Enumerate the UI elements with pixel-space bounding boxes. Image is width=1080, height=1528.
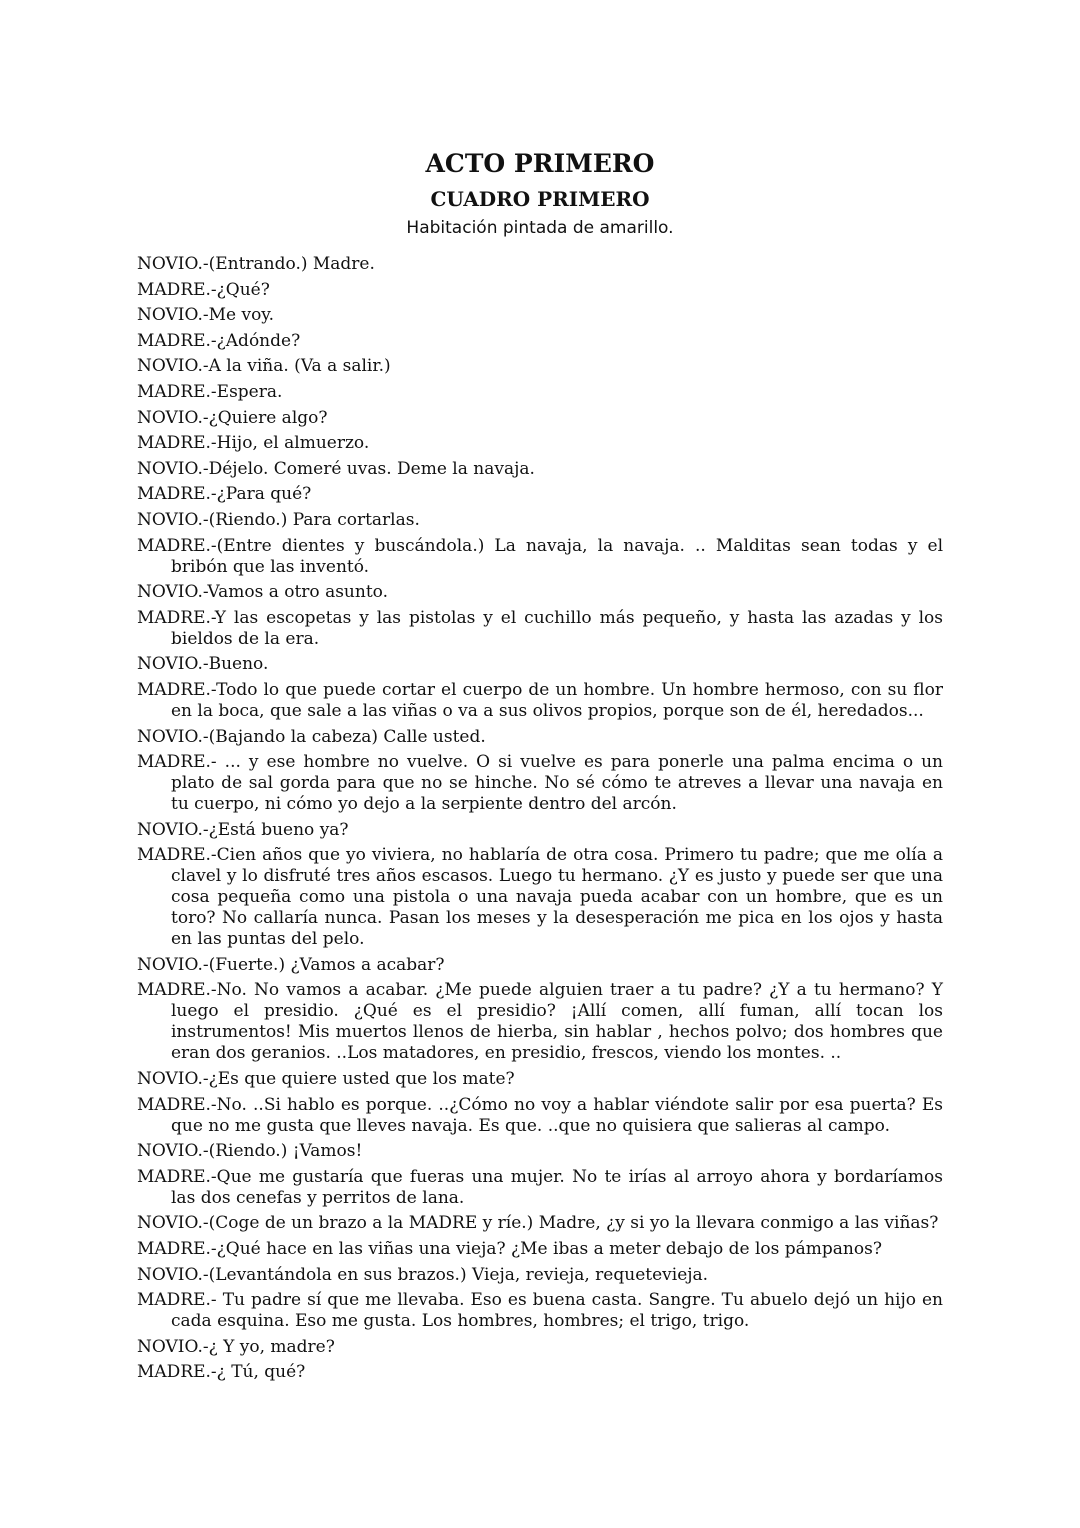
dialogue-line: MADRE.-No. ..Si hablo es porque. ..¿Cómo no voy a hablar viéndote salir por esa puerta? Es que no me gusta que lleves navaja. Es que. ..que no quisiera que salieras al campo. [137,1094,943,1136]
dialogue-line: NOVIO.-Bueno. [137,654,269,675]
dialogue-line: NOVIO.-Vamos a otro asunto. [137,582,388,603]
dialogue-line: NOVIO.-(Riendo.) ¡Vamos! [137,1141,363,1162]
dialogue-line: NOVIO.-(Bajando la cabeza) Calle usted. [137,726,486,747]
dialogue-line: MADRE.-Cien años que yo viviera, no hablaría de otra cosa. Primero tu padre; que me olía a clavel y lo disfruté tres años escasos. Luego tu hermano. ¿Y es justo y puede ser que una cosa pequeña como una pistola o una navaja pueda acabar con un hombre, que es un toro? No callaría nunca. Pasan los meses y la desesperación me pica en los ojos y hasta en las puntas del pelo. [137,845,943,950]
dialogue-line: NOVIO.-¿Quiere algo? [137,407,328,428]
dialogue-line: MADRE.-¿Para qué? [137,484,312,505]
dialogue-line: MADRE.-¿ Tú, qué? [137,1362,306,1383]
dialogue-line: NOVIO.-Déjelo. Comeré uvas. Deme la navaja. [137,458,535,479]
dialogue-body [137,254,943,1388]
scene-title: CUADRO PRIMERO [430,187,650,211]
act-title: ACTO PRIMERO [425,149,655,178]
dialogue-line: MADRE.-No. No vamos a acabar. ¿Me puede alguien traer a tu padre? ¿Y a tu hermano? Y luego el presidio. ¿Qué es el presidio? ¡Allí comen, allí fuman, allí tocan los instrumentos! Mis muertos llenos de hierba, sin hablar , hechos polvo; dos hombres que eran dos geranios. ..Los matadores, en presidio, frescos, viendo los montes. .. [137,980,943,1064]
dialogue-line: MADRE.-Todo lo que puede cortar el cuerpo de un hombre. Un hombre hermoso, con su flor en la boca, que sale a las viñas o va a sus olivos propios, porque son de él, heredados... [137,679,943,721]
dialogue-line: NOVIO.-(Fuerte.) ¿Vamos a acabar? [137,954,445,975]
dialogue-line: MADRE.- Tu padre sí que me llevaba. Eso es buena casta. Sangre. Tu abuelo dejó un hijo en cada esquina. Eso me gusta. Los hombres, hombres; el trigo, trigo. [137,1290,943,1332]
dialogue-line: MADRE.-¿Qué hace en las viñas una vieja? ¿Me ibas a meter debajo de los pámpanos? [137,1239,882,1260]
dialogue-line: MADRE.-(Entre dientes y buscándola.) La navaja, la navaja. .. Malditas sean todas y el bribón que las inventó. [137,535,943,577]
dialogue-line: NOVIO.-A la viña. (Va a salir.) [137,356,391,377]
dialogue-line: NOVIO.-(Levantándola en sus brazos.) Vieja, revieja, requetevieja. [137,1264,709,1285]
dialogue-line: NOVIO.-(Entrando.) Madre. [137,254,375,274]
dialogue-line: NOVIO.-Me voy. [137,305,275,326]
stage-direction: Habitación pintada de amarillo. [406,218,674,238]
dialogue-line: MADRE.-¿Adónde? [137,330,301,351]
dialogue-line: MADRE.-¿Qué? [137,279,270,300]
dialogue-line: MADRE.-Y las escopetas y las pistolas y el cuchillo más pequeño, y hasta las azadas y los bieldos de la era. [137,607,943,649]
dialogue-line: NOVIO.-¿ Y yo, madre? [137,1336,335,1357]
dialogue-line: MADRE.-Espera. [137,381,283,402]
dialogue-line: NOVIO.-(Coge de un brazo a la MADRE y ríe.) Madre, ¿y si yo la llevara conmigo a las viñas? [137,1213,939,1234]
dialogue-line: MADRE.-Que me gustaría que fueras una mujer. No te irías al arroyo ahora y bordaríamos las dos cenefas y perritos de lana. [137,1166,943,1208]
dialogue-line: NOVIO.-¿Es que quiere usted que los mate? [137,1069,515,1090]
dialogue-line: MADRE.- ... y ese hombre no vuelve. O si vuelve es para ponerle una palma encima o un plato de sal gorda para que no se hinche. No sé cómo te atreves a llevar una navaja en tu cuerpo, ni cómo yo dejo a la serpiente dentro del arcón. [137,752,943,815]
dialogue-line: MADRE.-Hijo, el almuerzo. [137,433,370,454]
dialogue-line: NOVIO.-(Riendo.) Para cortarlas. [137,509,420,530]
dialogue-line: NOVIO.-¿Está bueno ya? [137,819,349,840]
